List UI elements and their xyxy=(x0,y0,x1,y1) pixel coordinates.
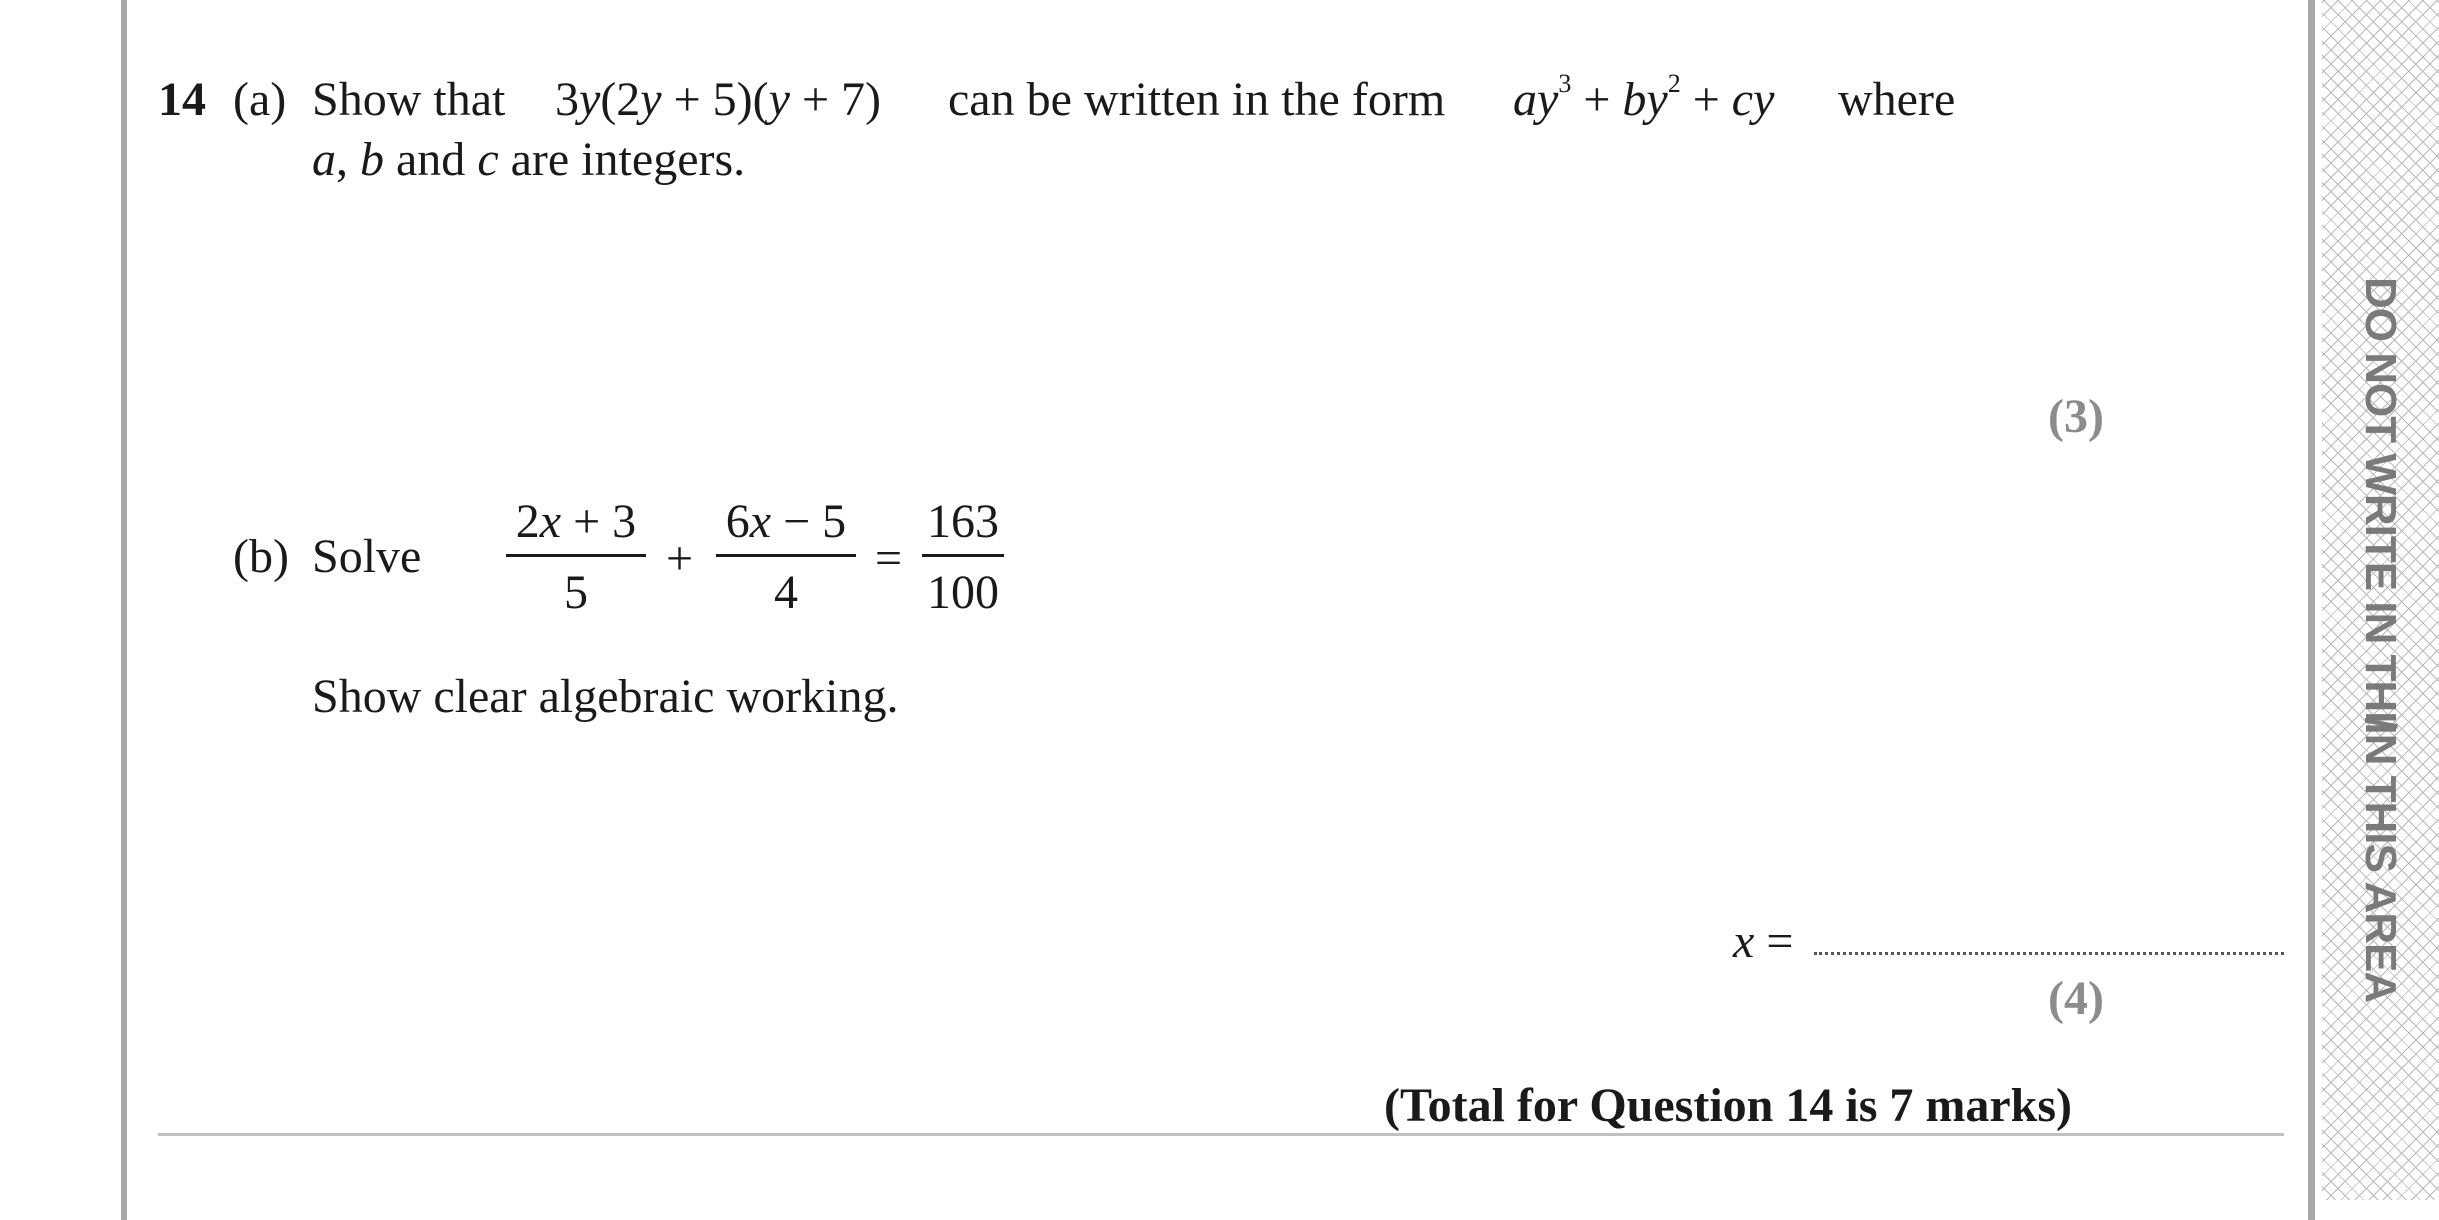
part-a-intro: Show that xyxy=(312,73,506,126)
part-a-form: $ay^3 + by^2$ + cy xyxy=(1513,69,1775,126)
total-marks: (Total for Question 14 is 7 marks) xyxy=(1384,1079,2073,1132)
plus-operator: + xyxy=(666,532,694,585)
fraction-1-denominator: 5 xyxy=(564,566,588,619)
answer-label: x = xyxy=(1733,915,1794,968)
fraction-3-numerator: 163 xyxy=(922,498,1004,557)
part-b-label: (b) xyxy=(233,530,289,583)
part-b-marks: (4) xyxy=(2048,972,2104,1025)
part-b-verb: Solve xyxy=(312,530,422,583)
equals-sign: = xyxy=(875,532,903,585)
part-a-mid-text: can be written in the form xyxy=(948,73,1446,126)
part-a-line2: a, b and c are integers. xyxy=(312,133,746,186)
answer-line[interactable] xyxy=(1814,952,2284,955)
divider-rule xyxy=(158,1133,2284,1136)
fraction-2 xyxy=(716,495,856,619)
fraction-3 xyxy=(922,495,1004,619)
fraction-2-numerator: 6x − 5 xyxy=(716,498,856,557)
margin-warning-text: DO NOT WRITE IN THI̸IN THIS AREA xyxy=(2356,277,2405,1003)
fraction-1 xyxy=(506,495,646,619)
part-a-label: (a) xyxy=(233,73,287,126)
fraction-3-denominator: 100 xyxy=(927,566,999,619)
fraction-2-denominator: 4 xyxy=(774,566,798,619)
part-a-expression: 3y(2y + 5)(y + 7) xyxy=(555,73,882,126)
part-a-where: where xyxy=(1838,73,1956,126)
part-a-marks: (3) xyxy=(2048,390,2104,443)
question-number: 14 xyxy=(158,73,206,126)
margin-warning xyxy=(2330,230,2430,1050)
part-b-instruction: Show clear algebraic working. xyxy=(312,670,899,723)
fraction-1-numerator: 2x + 3 xyxy=(506,498,646,557)
